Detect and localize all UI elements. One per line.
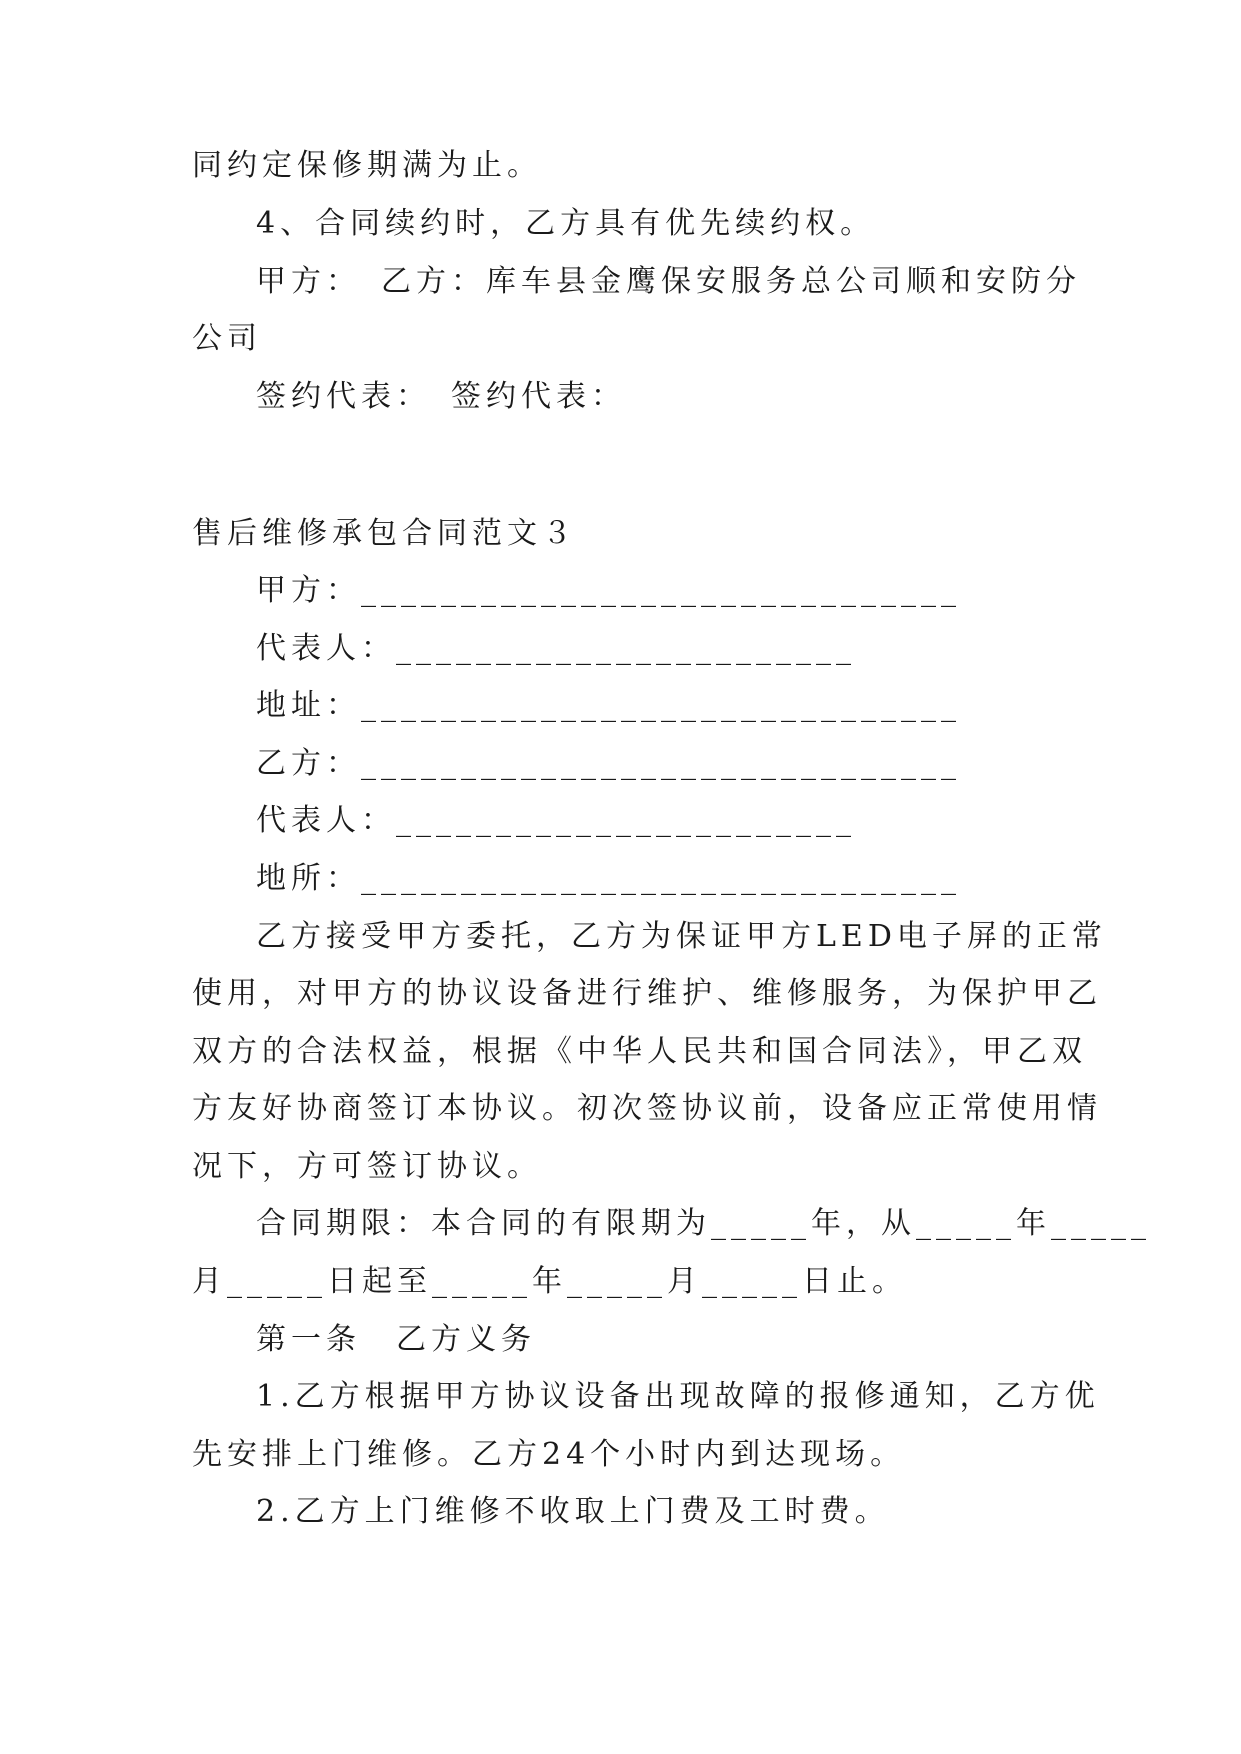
text-line: 方友好协商签订本协议。初次签协议前，设备应正常使用情: [192, 1091, 1102, 1126]
form-line: 代表人：_______________________: [256, 631, 856, 666]
text-line: 公司: [192, 321, 262, 356]
text-line: 同约定保修期满为止。: [192, 148, 542, 183]
text-line: 2.乙方上门维修不收取上门费及工时费。: [256, 1494, 890, 1529]
text-line: 使用，对甲方的协议设备进行维护、维修服务，为保护甲乙: [192, 976, 1102, 1011]
text-line: 签约代表： 签约代表：: [256, 379, 626, 414]
form-line: 乙方：______________________________: [256, 746, 961, 781]
form-line: 甲方：______________________________: [256, 573, 961, 608]
text-line: 双方的合法权益，根据《中华人民共和国合同法》，甲乙双: [192, 1034, 1087, 1069]
form-line: 地所：______________________________: [256, 861, 961, 896]
form-line: 代表人：_______________________: [256, 803, 856, 838]
article-heading: 第一条 乙方义务: [256, 1322, 536, 1357]
text-line: 况下，方可签订协议。: [192, 1149, 542, 1184]
text-line: 月_____日起至_____年_____月_____日止。: [192, 1264, 907, 1299]
text-line: 1.乙方根据甲方协议设备出现故障的报修通知，乙方优: [256, 1379, 1100, 1414]
form-line: 地址：______________________________: [256, 688, 961, 723]
section-heading: 售后维修承包合同范文３: [192, 516, 577, 551]
text-line: 先安排上门维修。乙方24个小时内到达现场。: [192, 1437, 906, 1472]
text-line: 乙方接受甲方委托，乙方为保证甲方LED电子屏的正常: [256, 919, 1107, 954]
text-line: 4、合同续约时，乙方具有优先续约权。: [256, 206, 876, 241]
text-line: 甲方： 乙方：库车县金鹰保安服务总公司顺和安防分: [256, 264, 1081, 299]
text-line: 合同期限：本合同的有限期为_____年，从_____年_____: [256, 1206, 1151, 1241]
